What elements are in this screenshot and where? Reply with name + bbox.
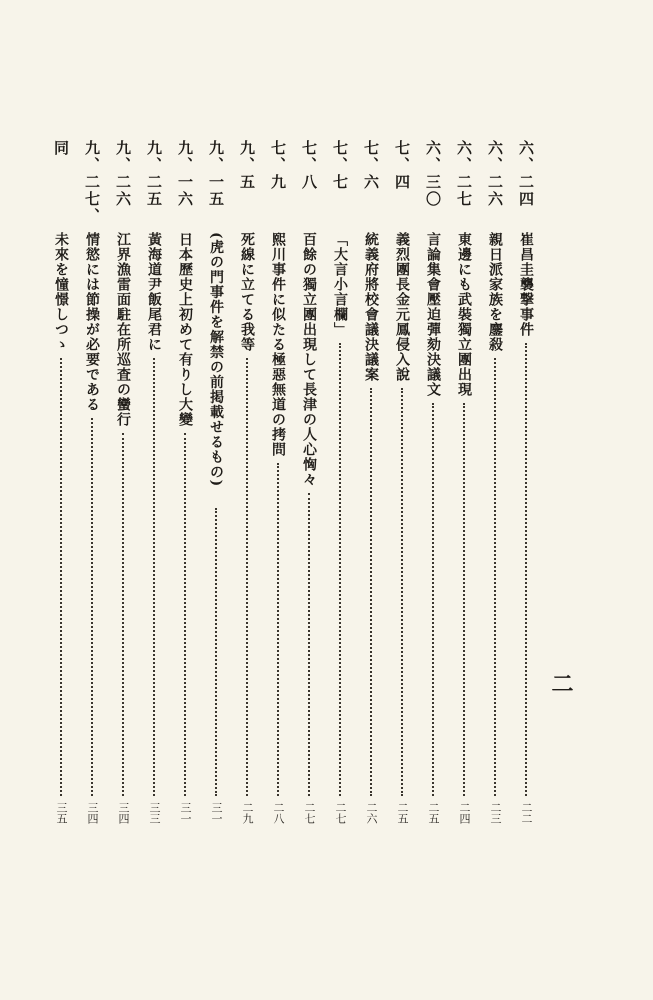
toc-entry [143, 140, 165, 830]
toc-entry [236, 140, 258, 830]
dot-leader [91, 418, 93, 796]
entry-date: 九、二七、 [83, 140, 101, 225]
entry-title: 黃海道尹飯尾君に [146, 232, 162, 352]
entry-date: 九、一六 [176, 140, 194, 208]
entry-page-number: 三三 [148, 802, 161, 824]
entry-date: 七、六 [362, 140, 380, 191]
toc-entry [205, 140, 227, 830]
entry-page-number: 三四 [86, 802, 99, 824]
entry-page-number: 二三 [489, 802, 502, 824]
dot-leader [494, 358, 496, 796]
entry-title: 統義府將校會議決議案 [363, 232, 379, 382]
dot-leader [525, 343, 527, 796]
toc-entry [391, 140, 413, 830]
dot-leader [184, 433, 186, 796]
toc-entry [515, 140, 537, 830]
entry-page-number: 三四 [117, 802, 130, 824]
dot-leader [308, 493, 310, 796]
entry-page-number: 三一 [179, 802, 192, 824]
entry-page-number: 二九 [241, 802, 254, 824]
toc-entry [453, 140, 475, 830]
toc-entry [112, 140, 134, 830]
entry-title: (虎の門事件を解禁の前掲載せるもの) [208, 232, 224, 488]
toc-entry [174, 140, 196, 830]
toc-entry [422, 140, 444, 830]
toc-entry [50, 140, 72, 830]
entry-date: 七、九 [269, 140, 287, 191]
entry-page-number: 三五 [55, 802, 68, 824]
dot-leader [401, 388, 403, 796]
entry-page-number: 二五 [427, 802, 440, 824]
entry-page-number: 二八 [272, 802, 285, 824]
entry-title: 「大言小言欄」 [332, 232, 348, 337]
entry-date: 九、五 [238, 140, 256, 191]
entry-page-number: 二六 [365, 802, 378, 824]
entry-date: 六、三〇 [424, 140, 442, 208]
entry-page-number: 二七 [303, 802, 316, 824]
entry-title: 江界漁雷面駐在所巡査の蠻行 [115, 232, 131, 427]
dot-leader [463, 403, 465, 796]
entry-date: 六、二六 [486, 140, 504, 208]
entry-date: 七、四 [393, 140, 411, 191]
toc-entry [360, 140, 382, 830]
dot-leader [122, 433, 124, 796]
entry-page-number: 二二 [520, 802, 533, 824]
toc-entry [329, 140, 351, 830]
toc-entry [298, 140, 320, 830]
toc-entry [267, 140, 289, 830]
dot-leader [153, 358, 155, 796]
toc-entry [484, 140, 506, 830]
entry-page-number: 二五 [396, 802, 409, 824]
entry-date: 七、八 [300, 140, 318, 191]
entry-date: 六、二七 [455, 140, 473, 208]
entry-date: 六、二四 [517, 140, 535, 208]
dot-leader [432, 403, 434, 796]
dot-leader [60, 358, 62, 796]
entry-title: 東邊にも武裝獨立團出現 [456, 232, 472, 397]
entry-title: 熙川事件に似たる極惡無道の拷問 [270, 232, 286, 457]
table-of-contents [0, 140, 653, 830]
entry-title: 親日派家族を鏖殺 [487, 232, 503, 352]
entry-date: 同 [52, 140, 70, 157]
entry-title: 百餘の獨立團出現して長津の人心恟々 [301, 232, 317, 487]
dot-leader [277, 463, 279, 796]
dot-leader [246, 358, 248, 796]
entry-page-number: 二四 [458, 802, 471, 824]
entry-title: 義烈團長金元鳳侵入說 [394, 232, 410, 382]
entry-title: 未來を憧憬しつゝ [53, 232, 69, 352]
entry-title: 崔昌圭襲撃事件 [518, 232, 534, 337]
entry-page-number: 二七 [334, 802, 347, 824]
entry-title: 情慾には節操が必要である [84, 232, 100, 412]
dot-leader [339, 343, 341, 796]
entry-title: 日本歷史上初めて有りし大變 [177, 232, 193, 427]
page-folio: 二 [548, 672, 574, 694]
entry-date: 七、七 [331, 140, 349, 191]
toc-entry [81, 140, 103, 830]
entry-title: 言論集會壓迫彈劾決議文 [425, 232, 441, 397]
dot-leader [370, 388, 372, 796]
entry-date: 九、一五 [207, 140, 225, 208]
entry-date: 九、二六 [114, 140, 132, 208]
entry-date: 九、二五 [145, 140, 163, 208]
entry-title: 死線に立てる我等 [239, 232, 255, 352]
entry-page-number: 三一 [210, 802, 223, 824]
dot-leader [215, 508, 217, 796]
